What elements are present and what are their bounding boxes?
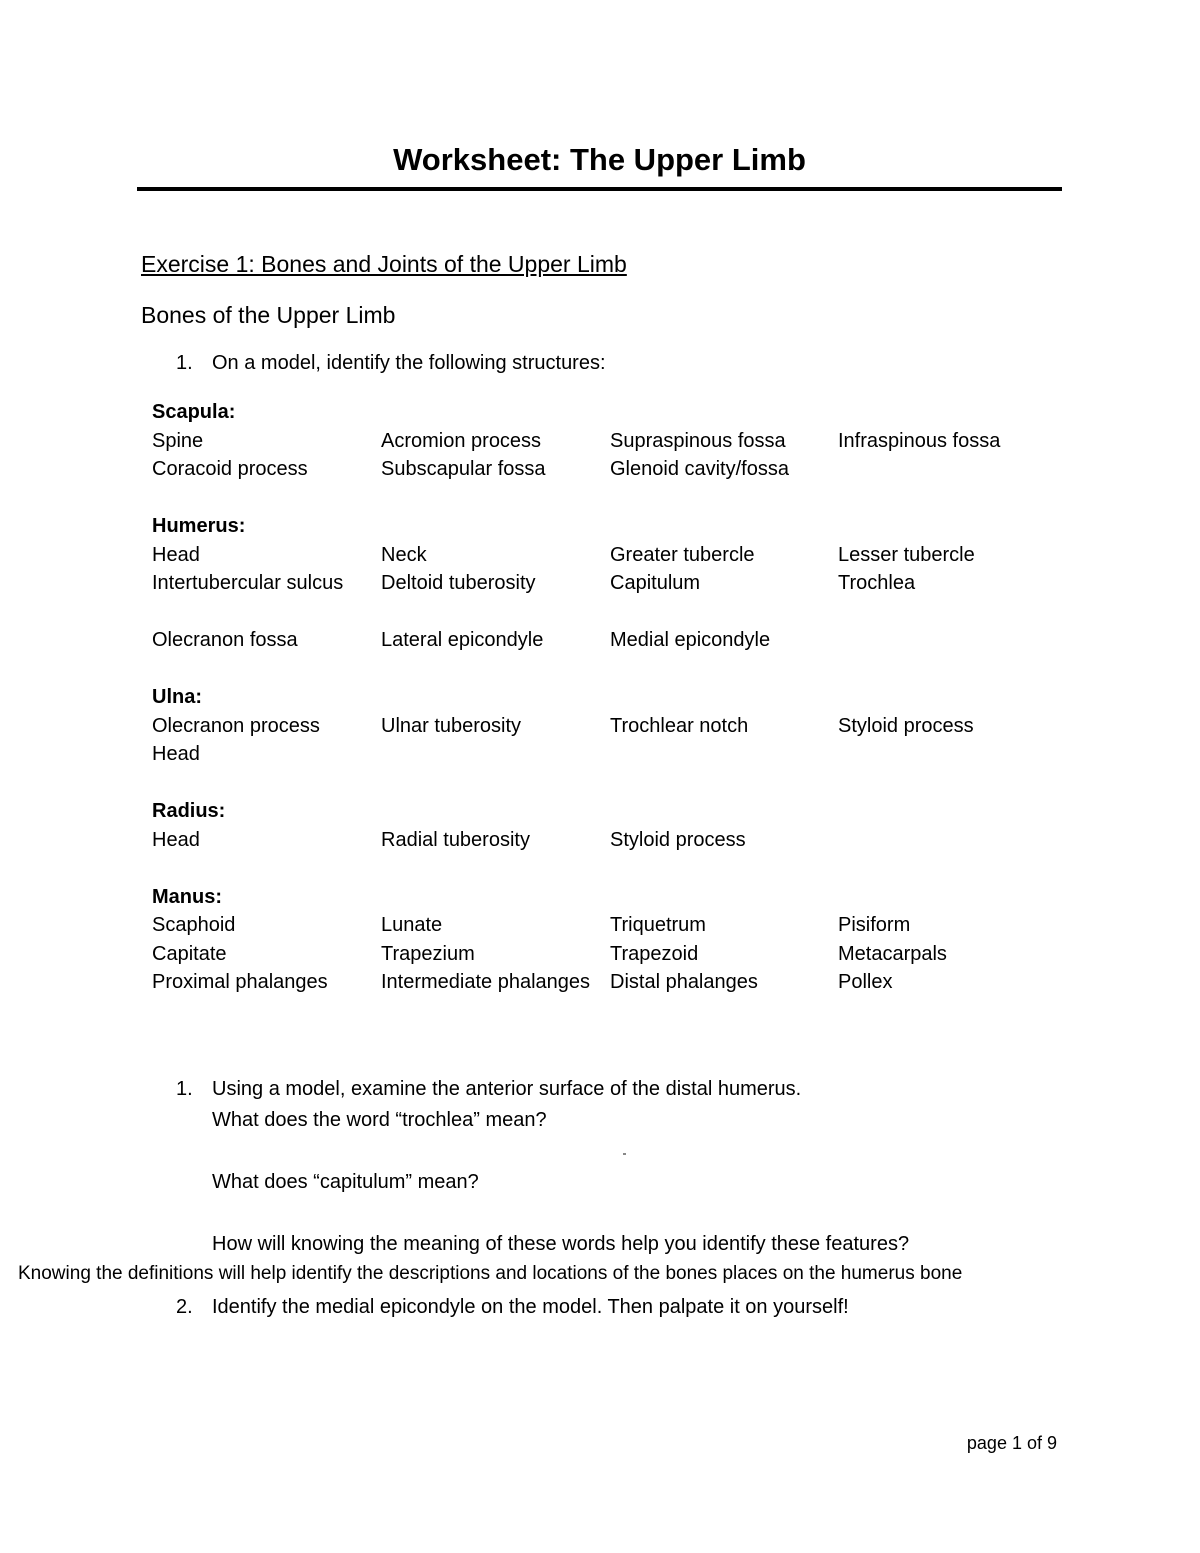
structure-item: Olecranon fossa [152, 629, 298, 651]
structure-item: Trochlea [838, 572, 916, 594]
intro-question-number: 1. [176, 352, 193, 374]
page-number: page 1 of 9 [966, 1433, 1057, 1453]
structure-item: Pisiform [838, 914, 911, 936]
structure-row [152, 740, 245, 769]
question-2-text: Identify the medial epicondyle on the model. Then palpate it on yourself! [212, 1296, 849, 1318]
structure-item: Radial tuberosity [381, 828, 530, 851]
structure-row [152, 569, 916, 626]
structure-item: Head [152, 543, 200, 566]
structure-item: Styloid process [838, 714, 974, 737]
structure-item: Neck [381, 543, 427, 566]
structure-row [152, 940, 947, 969]
structure-row [152, 968, 893, 1025]
structure-item: Coracoid process [152, 458, 308, 480]
structure-item: Infraspinous fossa [838, 429, 1001, 452]
structure-row [152, 455, 789, 484]
structure-item: Ulnar tuberosity [381, 714, 522, 737]
group-spacer [152, 769, 245, 798]
stray-mark [623, 1153, 626, 1155]
help-question: How will knowing the meaning of these words help you identify these features? [212, 1233, 910, 1255]
trochlea-question: What does the word “trochlea” mean? [212, 1109, 547, 1131]
structure-item: Scaphoid [152, 914, 236, 936]
group-label: Ulna: [152, 686, 202, 708]
structure-item: Lesser tubercle [838, 543, 975, 566]
group-label: Manus: [152, 885, 222, 908]
section-heading: Bones of the Upper Limb [141, 302, 396, 328]
question-2-number: 2. [176, 1296, 193, 1318]
group-spacer [152, 655, 245, 684]
group-label: Radius: [152, 800, 226, 822]
structure-item: Deltoid tuberosity [381, 572, 536, 594]
structure-item: Trapezium [381, 942, 475, 965]
structure-item: Greater tubercle [610, 543, 755, 566]
structure-row [152, 541, 975, 570]
structure-item: Capitate [152, 942, 227, 965]
group-label: Humerus: [152, 515, 246, 537]
structure-item: Subscapular fossa [381, 458, 546, 480]
student-answer: Knowing the definitions will help identify the descriptions and locations of the bones places on the humerus bone [18, 1263, 963, 1284]
structure-item: Spine [152, 429, 204, 452]
structure-item: Head [152, 828, 200, 851]
structure-item: Head [152, 743, 200, 765]
structure-item: Intertubercular sulcus [152, 572, 344, 594]
group-label: Scapula: [152, 401, 236, 423]
intro-question-text: On a model, identify the following structures: [212, 352, 606, 374]
structure-item: Lunate [381, 914, 443, 936]
structure-row [152, 427, 1001, 456]
structures-list [152, 398, 1001, 1025]
group-spacer [152, 854, 245, 883]
structure-item: Medial epicondyle [610, 629, 771, 651]
structure-item: Acromion process [381, 429, 542, 452]
structure-item: Pollex [838, 971, 893, 993]
structure-item: Distal phalanges [610, 971, 758, 993]
structure-item: Trapezoid [610, 942, 699, 965]
structure-item: Triquetrum [610, 914, 706, 936]
question-1-text: Using a model, examine the anterior surface of the distal humerus. [212, 1078, 802, 1100]
structure-item: Proximal phalanges [152, 971, 328, 993]
capitulum-question: What does “capitulum” mean? [212, 1171, 479, 1193]
structure-row [152, 911, 911, 940]
title-divider [137, 187, 1062, 191]
group-spacer [152, 484, 245, 513]
structure-item: Intermediate phalanges [381, 971, 591, 993]
structure-row [152, 626, 771, 655]
structure-item: Glenoid cavity/fossa [610, 458, 789, 480]
structure-item: Lateral epicondyle [381, 629, 544, 651]
structure-item: Olecranon process [152, 714, 320, 737]
structure-item: Capitulum [610, 572, 701, 594]
exercise-heading: Exercise 1: Bones and Joints of the Upper Limb [141, 251, 627, 277]
structure-item: Metacarpals [838, 942, 947, 965]
question-1-number: 1. [176, 1078, 193, 1100]
structure-item: Trochlear notch [610, 714, 749, 737]
structure-row [152, 712, 974, 741]
structure-item: Styloid process [610, 828, 746, 851]
structure-row [152, 826, 746, 855]
page-title: Worksheet: The Upper Limb [393, 142, 806, 177]
structure-item: Supraspinous fossa [610, 429, 786, 452]
